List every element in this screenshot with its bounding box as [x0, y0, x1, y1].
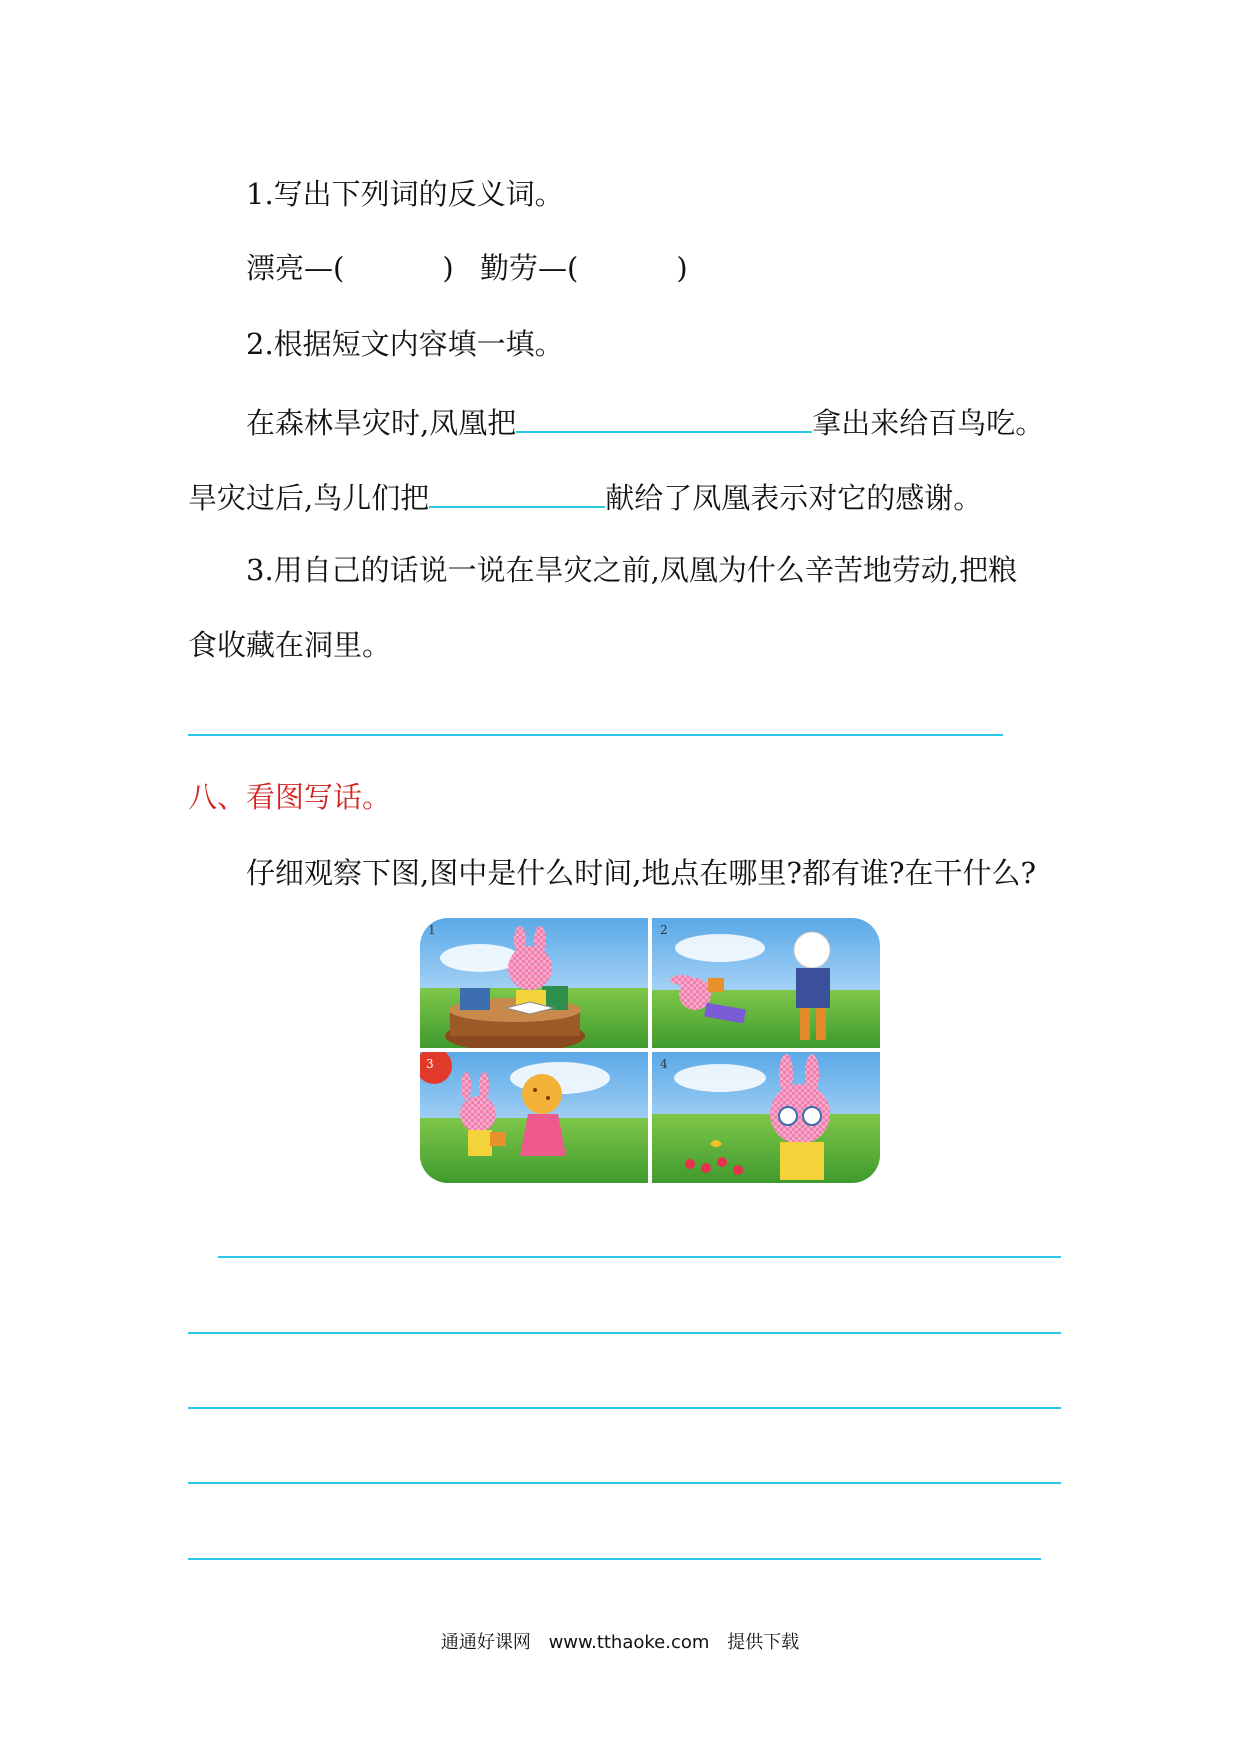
q2-line-2	[188, 476, 982, 516]
q2-line1-before: 在森林旱灾时,凤凰把	[246, 406, 517, 440]
q2-line2-before: 旱灾过后,鸟儿们把	[188, 481, 430, 515]
q2-blank-2[interactable]	[429, 476, 605, 508]
q1-pair1-word: 漂亮—(	[246, 251, 345, 285]
q1-antonym-pair-1	[246, 250, 454, 286]
q2-line1-after: 拿出来给百鸟吃。	[812, 406, 1045, 440]
q2-line-1	[246, 401, 1044, 441]
q1-pair1-close: )	[442, 251, 454, 285]
q2-line2-after: 献给了凤凰表示对它的感谢。	[605, 481, 983, 515]
writing-line-1[interactable]	[218, 1256, 1061, 1258]
q2-title: 2.根据短文内容填一填。	[246, 327, 564, 361]
comic-panel-1	[420, 918, 648, 1052]
panel-1-number: 1	[428, 923, 436, 937]
q1-pair2-close: )	[676, 251, 688, 285]
comic-strip-illustration	[420, 918, 880, 1183]
writing-line-2[interactable]	[188, 1332, 1061, 1334]
writing-line-3[interactable]	[188, 1407, 1061, 1409]
q3-line-1: 3.用自己的话说一说在旱灾之前,凤凰为什么辛苦地劳动,把粮	[246, 553, 1018, 587]
comic-panel-2	[652, 918, 880, 1048]
q3-line-2: 食收藏在洞里。	[188, 628, 392, 662]
q3-answer-line[interactable]	[188, 734, 1003, 736]
footer-site-name: 通通好课网	[440, 1632, 531, 1653]
q1-antonym-pair-2	[480, 250, 688, 286]
footer-suffix: 提供下载	[727, 1632, 800, 1653]
footer-url[interactable]: www.tthaoke.com	[548, 1632, 710, 1653]
q2-blank-1[interactable]	[516, 401, 812, 433]
writing-line-5[interactable]	[188, 1558, 1041, 1560]
panel-2-number: 2	[660, 923, 668, 937]
comic-panel-4	[652, 1052, 880, 1183]
section8-title: 八、看图写话。	[188, 780, 392, 814]
writing-line-4[interactable]	[188, 1482, 1061, 1484]
section8-prompt: 仔细观察下图,图中是什么时间,地点在哪里?都有谁?在干什么?	[246, 856, 1037, 890]
page-footer	[0, 1628, 1240, 1654]
panel-4-number: 4	[660, 1057, 668, 1071]
q1-title: 1.写出下列词的反义词。	[246, 177, 564, 211]
q1-pair2-word: 勤劳—(	[480, 251, 579, 285]
comic-panel-3	[420, 1048, 648, 1183]
panel-3-number: 3	[426, 1057, 434, 1071]
comic-strip-image	[420, 918, 880, 1183]
